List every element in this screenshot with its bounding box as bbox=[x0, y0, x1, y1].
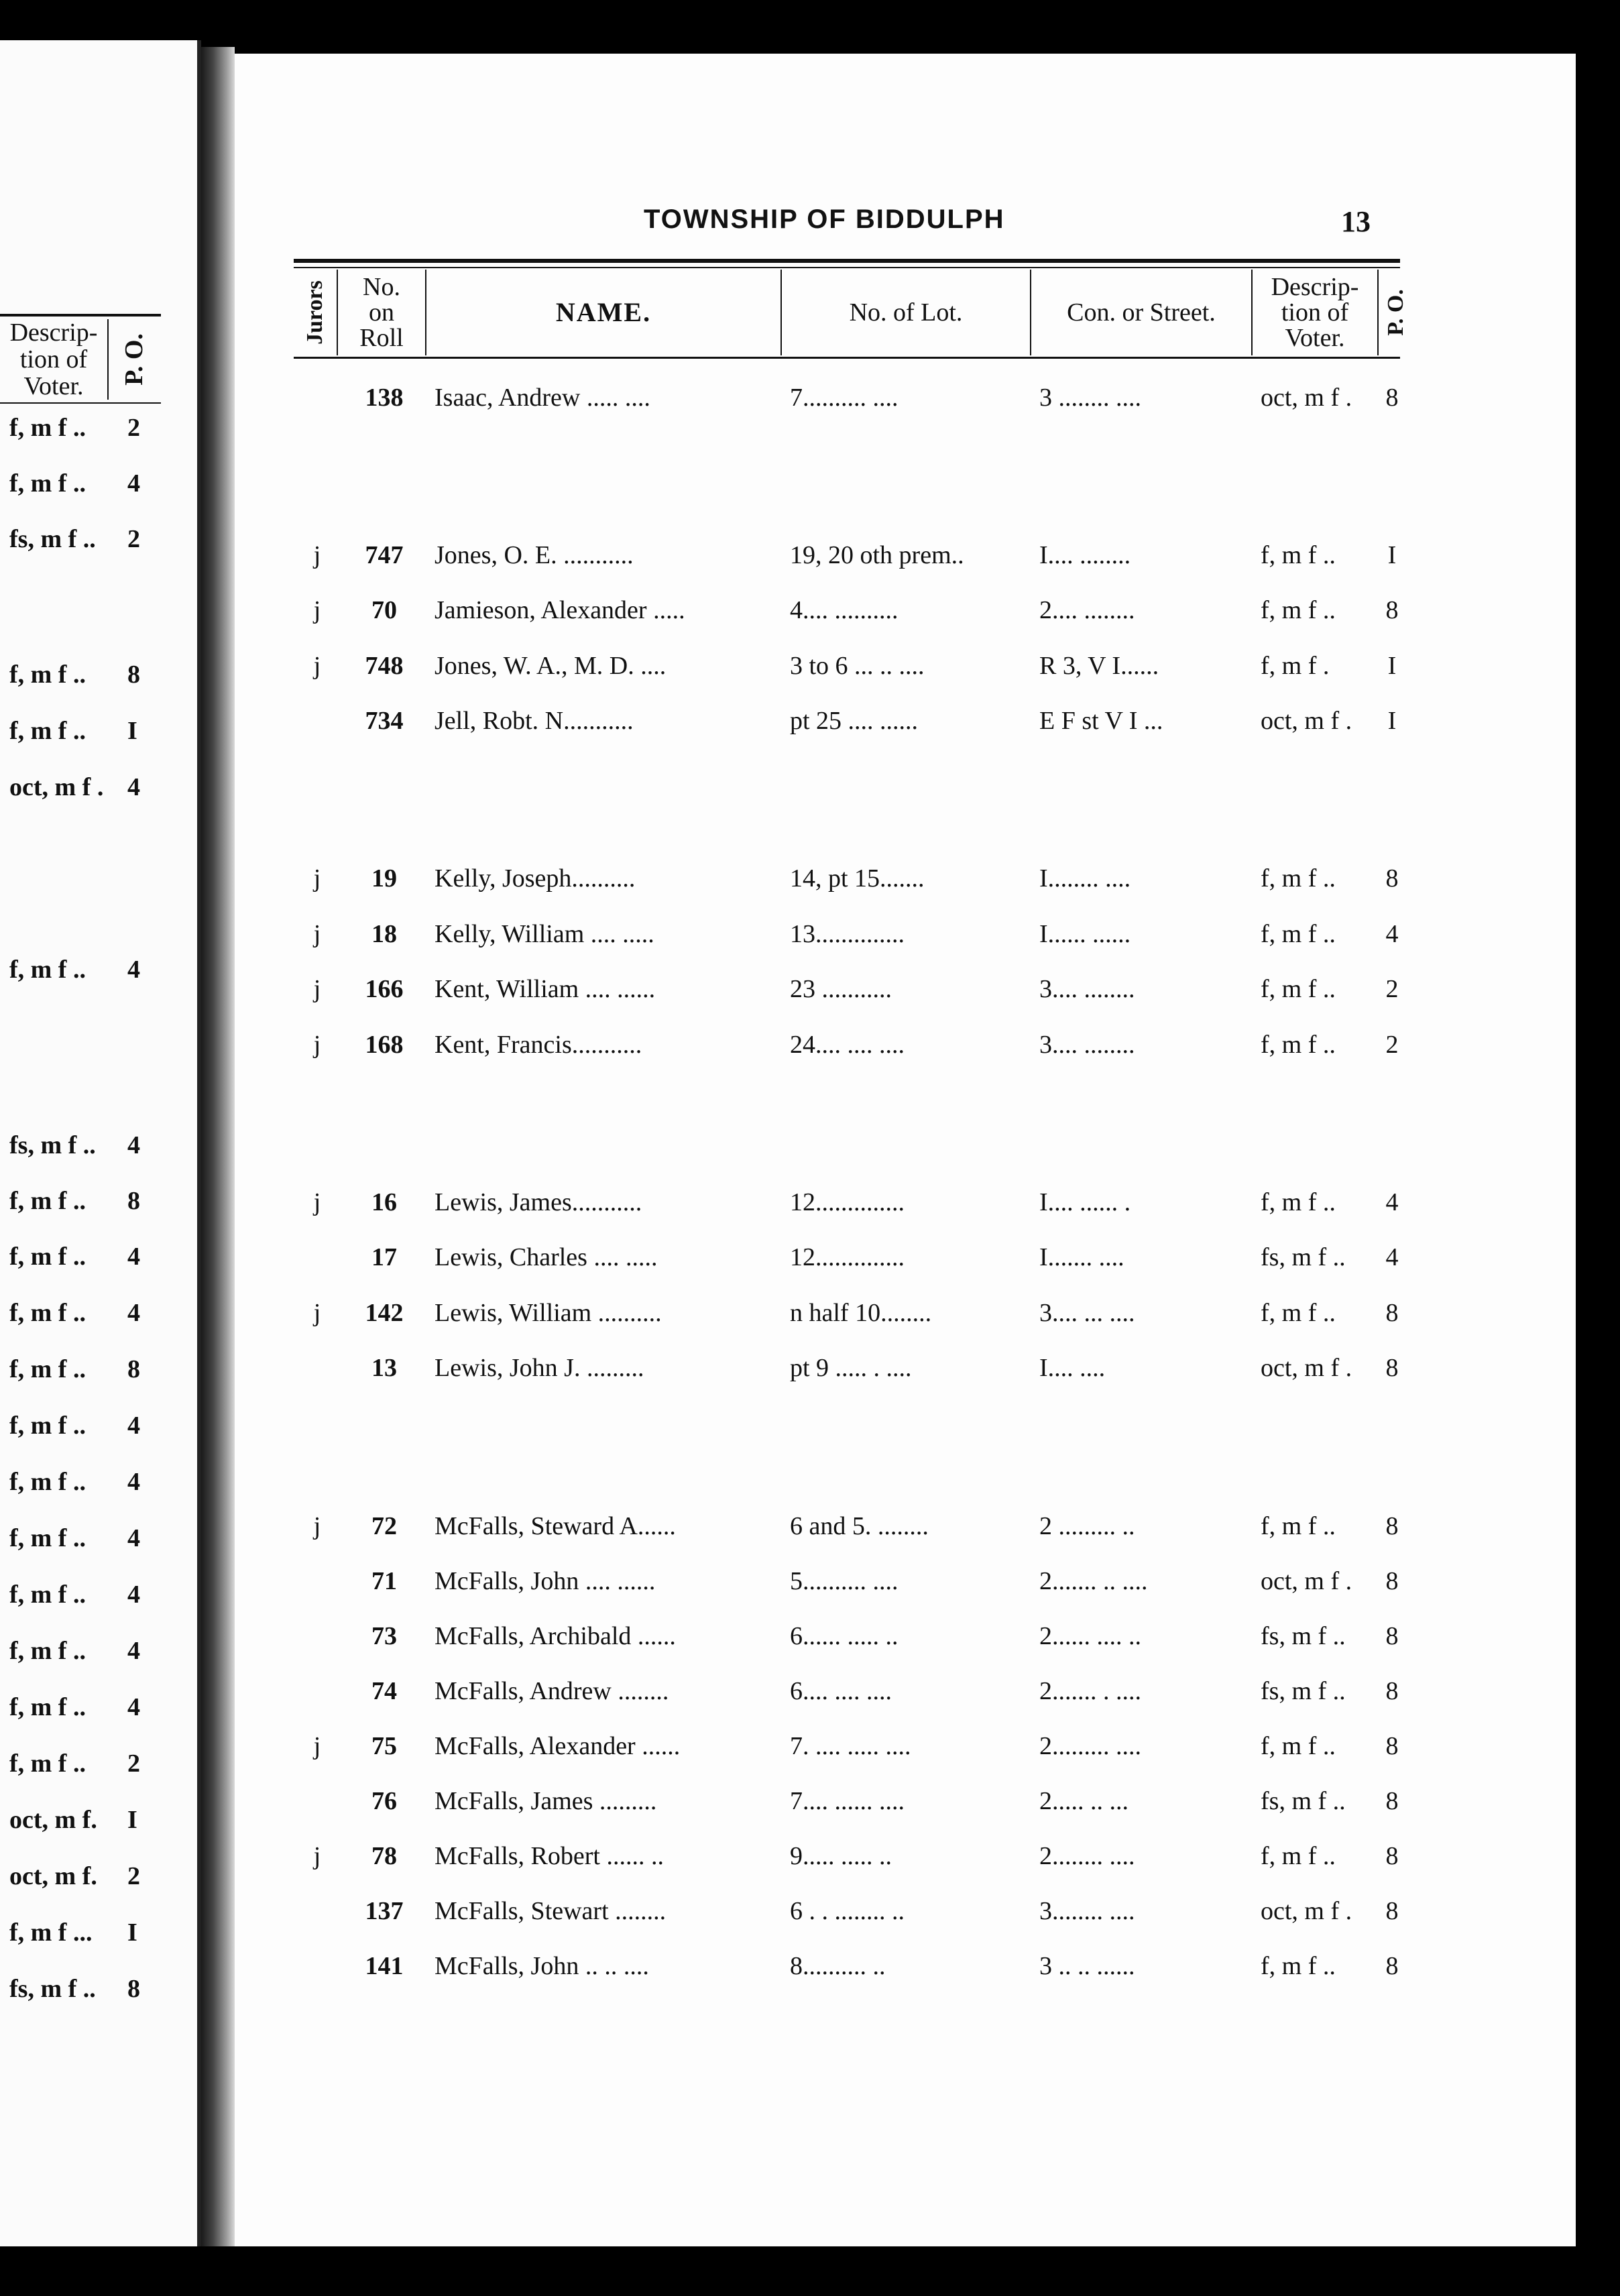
post-office: 8 bbox=[1385, 384, 1399, 412]
voter-name: Jones, W. A., M. D. .... bbox=[435, 652, 667, 680]
juror-mark: j bbox=[313, 975, 321, 1003]
table-row bbox=[294, 1617, 1400, 1658]
prev-post-office: 2 bbox=[127, 1749, 140, 1778]
voter-description: f, m f .. bbox=[1261, 1952, 1336, 1980]
scan-border-bottom bbox=[0, 2246, 1620, 2296]
prev-voter-description: f, m f .. bbox=[9, 717, 86, 745]
table-row bbox=[294, 1026, 1400, 1066]
juror-mark: j bbox=[313, 596, 321, 624]
voter-name: Lewis, John J. ......... bbox=[435, 1354, 644, 1382]
prev-post-office: 4 bbox=[127, 1299, 140, 1327]
prev-table-row bbox=[0, 1182, 161, 1217]
table-row bbox=[294, 915, 1400, 956]
roll-number: 137 bbox=[365, 1897, 404, 1925]
lot-number: 9..... ..... .. bbox=[790, 1842, 892, 1870]
lot-number: 7.......... .... bbox=[790, 384, 899, 412]
voter-description: f, m f . bbox=[1261, 652, 1330, 680]
post-office: 8 bbox=[1385, 1622, 1399, 1650]
prev-table-row bbox=[0, 1519, 161, 1554]
prev-table-row bbox=[0, 1914, 161, 1949]
voter-description: fs, m f .. bbox=[1261, 1243, 1346, 1271]
prev-voter-description: f, m f .. bbox=[9, 1187, 86, 1215]
post-office: 8 bbox=[1385, 1787, 1399, 1815]
voter-description: fs, m f .. bbox=[1261, 1622, 1346, 1650]
prev-voter-description: f, m f .. bbox=[9, 1299, 86, 1327]
prev-table-row bbox=[0, 1294, 161, 1329]
prev-voter-description: f, m f .. bbox=[9, 469, 86, 498]
juror-mark: j bbox=[313, 1842, 321, 1870]
header-name bbox=[426, 270, 782, 355]
table-row bbox=[294, 647, 1400, 687]
prev-voter-description: f, m f ... bbox=[9, 1918, 93, 1947]
concession: 3 .. .. ...... bbox=[1039, 1952, 1135, 1980]
juror-mark: j bbox=[313, 652, 321, 680]
post-office: 8 bbox=[1385, 1952, 1399, 1980]
juror-mark: j bbox=[313, 1299, 321, 1327]
post-office: 8 bbox=[1385, 1354, 1399, 1382]
lot-number: 8.......... .. bbox=[790, 1952, 886, 1980]
post-office: 8 bbox=[1385, 1897, 1399, 1925]
lot-number: 5.......... .... bbox=[790, 1567, 899, 1595]
post-office: 2 bbox=[1385, 1031, 1399, 1059]
prev-post-office: 2 bbox=[127, 414, 140, 442]
header-roll-line2: on bbox=[369, 298, 394, 327]
prev-post-office: 4 bbox=[127, 1693, 140, 1721]
prev-voter-description: f, m f .. bbox=[9, 1749, 86, 1778]
juror-mark: j bbox=[313, 1188, 321, 1216]
header-lot-label: No. of Lot. bbox=[849, 298, 963, 327]
voter-name: Jamieson, Alexander ..... bbox=[435, 596, 685, 624]
header-con bbox=[1031, 270, 1253, 355]
prev-post-office: 4 bbox=[127, 1412, 140, 1440]
voter-description: f, m f .. bbox=[1261, 1512, 1336, 1540]
concession: 3........ .... bbox=[1039, 1897, 1135, 1925]
roll-number: 75 bbox=[371, 1732, 397, 1760]
table-header bbox=[294, 259, 1408, 359]
concession: 2..... .. ... bbox=[1039, 1787, 1129, 1815]
voter-name: McFalls, Alexander ...... bbox=[435, 1732, 681, 1760]
concession: 2.... ........ bbox=[1039, 596, 1135, 624]
prev-table-row bbox=[0, 1407, 161, 1442]
prev-table-row bbox=[0, 768, 161, 803]
roll-number: 78 bbox=[371, 1842, 397, 1870]
roll-number: 72 bbox=[371, 1512, 397, 1540]
voter-name: McFalls, Archibald ...... bbox=[435, 1622, 676, 1650]
prev-table-row bbox=[0, 409, 161, 444]
concession: 3 ........ .... bbox=[1039, 384, 1141, 412]
prev-post-office: 8 bbox=[127, 1355, 140, 1383]
juror-mark: j bbox=[313, 1031, 321, 1059]
lot-number: 23 ........... bbox=[790, 975, 892, 1003]
prev-post-office: 4 bbox=[127, 1131, 140, 1159]
lot-number: 6...... ..... .. bbox=[790, 1622, 899, 1650]
voter-name: McFalls, Andrew ........ bbox=[435, 1677, 669, 1705]
roll-number: 71 bbox=[371, 1567, 397, 1595]
concession: 3.... ........ bbox=[1039, 975, 1135, 1003]
table-row bbox=[294, 860, 1400, 900]
voter-name: Lewis, James........... bbox=[435, 1188, 642, 1216]
voter-description: oct, m f . bbox=[1261, 384, 1352, 412]
roll-number: 19 bbox=[371, 864, 397, 893]
concession: 3.... ........ bbox=[1039, 1031, 1135, 1059]
roll-number: 76 bbox=[371, 1787, 397, 1815]
lot-number: 7.... ...... .... bbox=[790, 1787, 905, 1815]
prev-table-row bbox=[0, 465, 161, 500]
roll-number: 734 bbox=[365, 707, 404, 735]
roll-number: 138 bbox=[365, 384, 404, 412]
lot-number: pt 9 ..... . .... bbox=[790, 1354, 912, 1382]
concession: I....... .... bbox=[1039, 1243, 1124, 1271]
voter-description: f, m f .. bbox=[1261, 920, 1336, 948]
juror-mark: j bbox=[313, 541, 321, 569]
prev-voter-description: oct, m f. bbox=[9, 1862, 97, 1890]
post-office: 8 bbox=[1385, 1299, 1399, 1327]
post-office: 8 bbox=[1385, 1677, 1399, 1705]
prev-post-office: 8 bbox=[127, 1975, 140, 2003]
prev-table-row bbox=[0, 1127, 161, 1161]
voter-name: McFalls, Stewart ........ bbox=[435, 1897, 667, 1925]
table-row bbox=[294, 1184, 1400, 1224]
prev-post-office: I bbox=[127, 1918, 137, 1947]
roll-number: 168 bbox=[365, 1031, 404, 1059]
voter-name: Kelly, Joseph.......... bbox=[435, 864, 636, 893]
table-row bbox=[294, 1349, 1400, 1389]
prev-header-description: Descrip- tion of Voter. bbox=[0, 319, 109, 400]
concession: R 3, V I...... bbox=[1039, 652, 1159, 680]
header-desc-line3: Voter. bbox=[1285, 324, 1345, 352]
prev-post-office: I bbox=[127, 717, 137, 745]
table-row bbox=[294, 379, 1400, 419]
roll-number: 70 bbox=[371, 596, 397, 624]
voter-description: f, m f .. bbox=[1261, 864, 1336, 893]
prev-voter-description: fs, m f .. bbox=[9, 525, 96, 553]
header-lot bbox=[782, 270, 1031, 355]
table-row bbox=[294, 1892, 1400, 1933]
roll-number: 17 bbox=[371, 1243, 397, 1271]
roll-number: 141 bbox=[365, 1952, 404, 1980]
post-office: 8 bbox=[1385, 1842, 1399, 1870]
prev-table-row bbox=[0, 1688, 161, 1723]
prev-voter-description: f, m f .. bbox=[9, 1468, 86, 1496]
roll-number: 16 bbox=[371, 1188, 397, 1216]
lot-number: 24.... .... .... bbox=[790, 1031, 905, 1059]
prev-table-row bbox=[0, 1801, 161, 1836]
post-office: 4 bbox=[1385, 920, 1399, 948]
voter-name: McFalls, James ......... bbox=[435, 1787, 657, 1815]
header-jurors bbox=[294, 270, 338, 355]
prev-voter-description: fs, m f .. bbox=[9, 1131, 96, 1159]
previous-page bbox=[0, 40, 201, 2246]
roll-number: 73 bbox=[371, 1622, 397, 1650]
post-office: 8 bbox=[1385, 864, 1399, 893]
voter-description: f, m f .. bbox=[1261, 1299, 1336, 1327]
roll-number: 142 bbox=[365, 1299, 404, 1327]
voter-name: Jell, Robt. N........... bbox=[435, 707, 634, 735]
voter-description: oct, m f . bbox=[1261, 1567, 1352, 1595]
concession: 2........ .... bbox=[1039, 1842, 1135, 1870]
lot-number: 6.... .... .... bbox=[790, 1677, 892, 1705]
voter-name: Lewis, William .......... bbox=[435, 1299, 662, 1327]
voter-name: Kelly, William .... ..... bbox=[435, 920, 654, 948]
prev-table-row bbox=[0, 656, 161, 691]
post-office: I bbox=[1387, 652, 1397, 680]
prev-table-row bbox=[0, 1576, 161, 1611]
lot-number: 13.............. bbox=[790, 920, 905, 948]
voter-description: f, m f .. bbox=[1261, 1842, 1336, 1870]
prev-post-office: 4 bbox=[127, 1468, 140, 1496]
header-desc-line1: Descrip- bbox=[1271, 273, 1359, 301]
concession: I...... ...... bbox=[1039, 920, 1131, 948]
prev-voter-description: f, m f .. bbox=[9, 1581, 86, 1609]
roll-number: 748 bbox=[365, 652, 404, 680]
lot-number: 4.... .......... bbox=[790, 596, 899, 624]
prev-voter-description: fs, m f .. bbox=[9, 1975, 96, 2003]
lot-number: 12.............. bbox=[790, 1188, 905, 1216]
juror-mark: j bbox=[313, 1512, 321, 1540]
lot-number: 12.............. bbox=[790, 1243, 905, 1271]
prev-header-po bbox=[110, 319, 158, 400]
voter-description: f, m f .. bbox=[1261, 1031, 1336, 1059]
post-office: I bbox=[1387, 707, 1397, 735]
voter-name: Jones, O. E. ........... bbox=[435, 541, 634, 569]
prev-post-office: 4 bbox=[127, 469, 140, 498]
juror-mark: j bbox=[313, 920, 321, 948]
voter-description: fs, m f .. bbox=[1261, 1787, 1346, 1815]
concession: 2....... .. .... bbox=[1039, 1567, 1148, 1595]
prev-table-row bbox=[0, 1970, 161, 2005]
header-jurors-label: Jurors bbox=[302, 280, 327, 345]
header-roll-line3: Roll bbox=[359, 324, 404, 352]
lot-number: 19, 20 oth prem.. bbox=[790, 541, 964, 569]
post-office: 4 bbox=[1385, 1243, 1399, 1271]
concession: E F st V I ... bbox=[1039, 707, 1163, 735]
prev-post-office: 4 bbox=[127, 1637, 140, 1665]
header-roll bbox=[338, 270, 426, 355]
prev-post-office: 8 bbox=[127, 661, 140, 689]
prev-post-office: 2 bbox=[127, 1862, 140, 1890]
voter-description: oct, m f . bbox=[1261, 1897, 1352, 1925]
voter-name: Isaac, Andrew ..... .... bbox=[435, 384, 650, 412]
juror-mark: j bbox=[313, 1732, 321, 1760]
post-office: 4 bbox=[1385, 1188, 1399, 1216]
lot-number: 6 . . ........ .. bbox=[790, 1897, 905, 1925]
prev-post-office: 2 bbox=[127, 525, 140, 553]
prev-voter-description: f, m f .. bbox=[9, 1524, 86, 1552]
voter-description: f, m f .. bbox=[1261, 596, 1336, 624]
header-description bbox=[1253, 270, 1379, 355]
header-name-label: NAME. bbox=[555, 297, 652, 327]
prev-post-office: 4 bbox=[127, 956, 140, 984]
header-po-label: P. O. bbox=[1383, 289, 1408, 336]
prev-table-row bbox=[0, 1238, 161, 1273]
header-po bbox=[1379, 270, 1413, 355]
table-row bbox=[294, 702, 1400, 742]
post-office: 8 bbox=[1385, 596, 1399, 624]
page-number: 13 bbox=[1341, 205, 1371, 238]
concession: 2 ......... .. bbox=[1039, 1512, 1135, 1540]
header-roll-line1: No. bbox=[363, 273, 400, 301]
table-row bbox=[294, 1294, 1400, 1334]
voter-name: McFalls, Robert ...... .. bbox=[435, 1842, 664, 1870]
prev-table-header bbox=[0, 314, 161, 404]
prev-post-office: 8 bbox=[127, 1187, 140, 1215]
roll-number: 166 bbox=[365, 975, 404, 1003]
concession: 2...... .... .. bbox=[1039, 1622, 1141, 1650]
prev-post-office: I bbox=[127, 1806, 137, 1834]
prev-table-row bbox=[0, 1857, 161, 1892]
post-office: 8 bbox=[1385, 1567, 1399, 1595]
header-desc-line2: tion of bbox=[1281, 298, 1349, 327]
lot-number: 14, pt 15....... bbox=[790, 864, 925, 893]
lot-number: 3 to 6 ... .. .... bbox=[790, 652, 925, 680]
roll-number: 18 bbox=[371, 920, 397, 948]
table-row bbox=[294, 1837, 1400, 1878]
voter-description: fs, m f .. bbox=[1261, 1677, 1346, 1705]
concession: I.... ...... . bbox=[1039, 1188, 1131, 1216]
book-spine bbox=[201, 47, 235, 2253]
table-row bbox=[294, 1562, 1400, 1603]
voter-name: Lewis, Charles .... ..... bbox=[435, 1243, 658, 1271]
lot-number: pt 25 .... ...... bbox=[790, 707, 919, 735]
post-office: 2 bbox=[1385, 975, 1399, 1003]
page-title: TOWNSHIP OF BIDDULPH bbox=[644, 205, 1005, 234]
table-row bbox=[294, 1239, 1400, 1279]
table-row bbox=[294, 1507, 1400, 1548]
voter-name: McFalls, Steward A...... bbox=[435, 1512, 676, 1540]
voter-name: McFalls, John .... ...... bbox=[435, 1567, 656, 1595]
concession: 2......... .... bbox=[1039, 1732, 1141, 1760]
prev-voter-description: f, m f .. bbox=[9, 1637, 86, 1665]
voter-description: oct, m f . bbox=[1261, 707, 1352, 735]
prev-voter-description: f, m f .. bbox=[9, 956, 86, 984]
prev-post-office: 4 bbox=[127, 1524, 140, 1552]
table-row bbox=[294, 970, 1400, 1011]
roll-number: 747 bbox=[365, 541, 404, 569]
prev-voter-description: f, m f .. bbox=[9, 661, 86, 689]
table-row bbox=[294, 591, 1400, 632]
voter-description: oct, m f . bbox=[1261, 1354, 1352, 1382]
table-row bbox=[294, 1727, 1400, 1768]
table-row bbox=[294, 1672, 1400, 1713]
table-row bbox=[294, 1947, 1400, 1988]
prev-table-row bbox=[0, 951, 161, 986]
scan-border-right bbox=[1576, 40, 1620, 2296]
voter-name: Kent, William .... ...... bbox=[435, 975, 656, 1003]
prev-table-row bbox=[0, 520, 161, 555]
prev-voter-description: f, m f .. bbox=[9, 1243, 86, 1271]
concession: I........ .... bbox=[1039, 864, 1131, 893]
concession: I.... .... bbox=[1039, 1354, 1106, 1382]
table-row bbox=[294, 536, 1400, 577]
prev-post-office: 4 bbox=[127, 1581, 140, 1609]
lot-number: 7. .... ..... .... bbox=[790, 1732, 911, 1760]
lot-number: 6 and 5. ........ bbox=[790, 1512, 929, 1540]
prev-voter-description: oct, m f . bbox=[9, 773, 104, 801]
prev-voter-description: f, m f .. bbox=[9, 1412, 86, 1440]
prev-table-row bbox=[0, 1745, 161, 1780]
prev-voter-description: f, m f .. bbox=[9, 1693, 86, 1721]
prev-table-row bbox=[0, 1463, 161, 1498]
concession: 2....... . .... bbox=[1039, 1677, 1141, 1705]
juror-mark: j bbox=[313, 864, 321, 893]
prev-header-po-label: P. O. bbox=[120, 333, 148, 386]
prev-table-row bbox=[0, 712, 161, 747]
roll-number: 13 bbox=[371, 1354, 397, 1382]
voter-description: f, m f .. bbox=[1261, 541, 1336, 569]
voter-name: Kent, Francis........... bbox=[435, 1031, 642, 1059]
prev-post-office: 4 bbox=[127, 773, 140, 801]
prev-post-office: 4 bbox=[127, 1243, 140, 1271]
concession: I.... ........ bbox=[1039, 541, 1131, 569]
voter-description: f, m f .. bbox=[1261, 1188, 1336, 1216]
lot-number: n half 10........ bbox=[790, 1299, 932, 1327]
voter-name: McFalls, John .. .. .... bbox=[435, 1952, 649, 1980]
scan-border-top bbox=[0, 0, 1620, 47]
prev-voter-description: oct, m f. bbox=[9, 1806, 97, 1834]
prev-table-row bbox=[0, 1632, 161, 1667]
prev-voter-description: f, m f .. bbox=[9, 1355, 86, 1383]
voter-description: f, m f .. bbox=[1261, 975, 1336, 1003]
post-office: I bbox=[1387, 541, 1397, 569]
table-row bbox=[294, 1782, 1400, 1823]
voter-description: f, m f .. bbox=[1261, 1732, 1336, 1760]
prev-voter-description: f, m f .. bbox=[9, 414, 86, 442]
header-con-label: Con. or Street. bbox=[1067, 298, 1216, 327]
post-office: 8 bbox=[1385, 1512, 1399, 1540]
post-office: 8 bbox=[1385, 1732, 1399, 1760]
prev-table-row bbox=[0, 1351, 161, 1385]
concession: 3.... ... .... bbox=[1039, 1299, 1135, 1327]
roll-number: 74 bbox=[371, 1677, 397, 1705]
